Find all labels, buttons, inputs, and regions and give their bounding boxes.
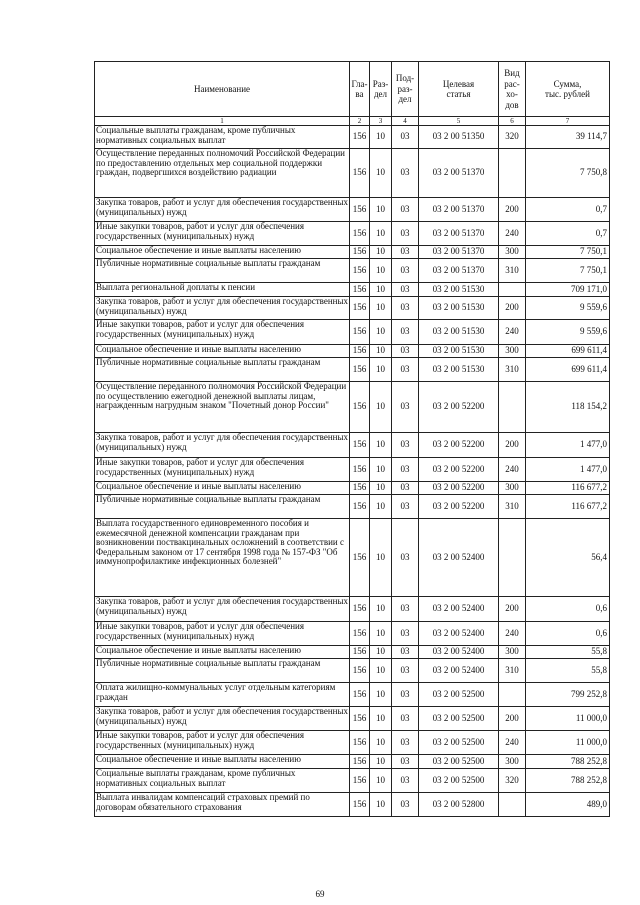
row-razdel: 10 <box>370 622 392 646</box>
row-glava: 156 <box>350 198 370 222</box>
row-razdel: 10 <box>370 246 392 259</box>
row-razdel: 10 <box>370 731 392 755</box>
table-row <box>95 297 610 320</box>
row-glava: 156 <box>350 482 370 495</box>
header-podrazdel: Под- раз- дел <box>392 62 419 117</box>
row-glava: 156 <box>350 731 370 755</box>
table-row <box>95 519 610 597</box>
row-statya: 03 2 00 51530 <box>419 345 499 358</box>
row-podrazdel: 03 <box>392 246 419 259</box>
row-sum: 56,4 <box>526 519 610 597</box>
row-sum: 55,8 <box>526 659 610 683</box>
row-vid: 200 <box>499 597 526 622</box>
row-podrazdel: 03 <box>392 769 419 793</box>
row-vid: 200 <box>499 297 526 320</box>
row-name: Социальное обеспечение и иные выплаты населению <box>95 246 350 259</box>
row-sum: 116 677,2 <box>526 495 610 519</box>
row-razdel: 10 <box>370 222 392 246</box>
row-podrazdel: 03 <box>392 793 419 817</box>
row-vid <box>499 793 526 817</box>
row-glava: 156 <box>350 246 370 259</box>
row-vid: 320 <box>499 126 526 149</box>
row-podrazdel: 03 <box>392 320 419 345</box>
row-sum: 799 252,8 <box>526 683 610 707</box>
row-podrazdel: 03 <box>392 755 419 769</box>
table-row <box>95 222 610 246</box>
table-row <box>95 793 610 817</box>
row-podrazdel: 03 <box>392 283 419 297</box>
row-sum: 7 750,1 <box>526 246 610 259</box>
row-vid: 320 <box>499 769 526 793</box>
col-number: 4 <box>392 117 419 126</box>
row-statya: 03 2 00 52200 <box>419 458 499 482</box>
row-sum: 0,7 <box>526 198 610 222</box>
table-row <box>95 597 610 622</box>
row-vid: 240 <box>499 320 526 345</box>
row-vid: 240 <box>499 731 526 755</box>
row-glava: 156 <box>350 259 370 283</box>
row-razdel: 10 <box>370 707 392 731</box>
row-podrazdel: 03 <box>392 683 419 707</box>
table-row <box>95 755 610 769</box>
row-statya: 03 2 00 52500 <box>419 683 499 707</box>
page-number: 69 <box>315 889 325 899</box>
row-razdel: 10 <box>370 683 392 707</box>
col-number: 2 <box>350 117 370 126</box>
row-glava: 156 <box>350 222 370 246</box>
header-sum: Сумма, тыс. рублей <box>526 62 610 117</box>
row-razdel: 10 <box>370 358 392 382</box>
row-vid: 300 <box>499 755 526 769</box>
row-sum: 11 000,0 <box>526 707 610 731</box>
table-row <box>95 283 610 297</box>
row-vid: 200 <box>499 198 526 222</box>
row-name: Социальное обеспечение и иные выплаты населению <box>95 345 350 358</box>
row-name: Социальное обеспечение и иные выплаты населению <box>95 482 350 495</box>
row-name: Публичные нормативные социальные выплаты гражданам <box>95 495 350 519</box>
row-statya: 03 2 00 51530 <box>419 320 499 345</box>
row-razdel: 10 <box>370 297 392 320</box>
row-glava: 156 <box>350 458 370 482</box>
row-podrazdel: 03 <box>392 731 419 755</box>
row-razdel: 10 <box>370 755 392 769</box>
row-sum: 709 171,0 <box>526 283 610 297</box>
row-razdel: 10 <box>370 495 392 519</box>
row-razdel: 10 <box>370 482 392 495</box>
row-statya: 03 2 00 52400 <box>419 519 499 597</box>
row-statya: 03 2 00 52400 <box>419 646 499 659</box>
table-row <box>95 345 610 358</box>
header-statya: Целевая статья <box>419 62 499 117</box>
row-name: Закупка товаров, работ и услуг для обеспечения государственных (муниципальных) нужд <box>95 707 350 731</box>
row-sum: 9 559,6 <box>526 320 610 345</box>
row-glava: 156 <box>350 433 370 458</box>
row-vid <box>499 283 526 297</box>
row-glava: 156 <box>350 297 370 320</box>
header-name: Наименование <box>95 62 350 117</box>
row-vid: 240 <box>499 222 526 246</box>
row-vid: 300 <box>499 246 526 259</box>
row-name: Публичные нормативные социальные выплаты гражданам <box>95 259 350 283</box>
row-statya: 03 2 00 51370 <box>419 222 499 246</box>
row-vid: 310 <box>499 495 526 519</box>
row-podrazdel: 03 <box>392 126 419 149</box>
row-statya: 03 2 00 52800 <box>419 793 499 817</box>
row-razdel: 10 <box>370 519 392 597</box>
row-name: Иные закупки товаров, работ и услуг для обеспечения государственных (муниципальных) нужд <box>95 222 350 246</box>
row-name: Социальное обеспечение и иные выплаты населению <box>95 755 350 769</box>
row-sum: 7 750,1 <box>526 259 610 283</box>
row-name: Закупка товаров, работ и услуг для обеспечения государственных (муниципальных) нужд <box>95 597 350 622</box>
row-glava: 156 <box>350 622 370 646</box>
row-glava: 156 <box>350 597 370 622</box>
table-body <box>95 126 610 817</box>
row-sum: 0,6 <box>526 622 610 646</box>
table-row <box>95 433 610 458</box>
row-glava: 156 <box>350 283 370 297</box>
row-sum: 788 252,8 <box>526 769 610 793</box>
row-sum: 0,6 <box>526 597 610 622</box>
row-sum: 39 114,7 <box>526 126 610 149</box>
row-podrazdel: 03 <box>392 458 419 482</box>
col-number: 6 <box>499 117 526 126</box>
table-row <box>95 769 610 793</box>
table-row <box>95 731 610 755</box>
table-row <box>95 198 610 222</box>
row-podrazdel: 03 <box>392 222 419 246</box>
row-glava: 156 <box>350 345 370 358</box>
row-sum: 116 677,2 <box>526 482 610 495</box>
row-statya: 03 2 00 52500 <box>419 769 499 793</box>
row-statya: 03 2 00 51530 <box>419 297 499 320</box>
row-statya: 03 2 00 52400 <box>419 597 499 622</box>
row-sum: 1 477,0 <box>526 433 610 458</box>
row-razdel: 10 <box>370 433 392 458</box>
header-razdel: Раз- дел <box>370 62 392 117</box>
row-name: Социальное обеспечение и иные выплаты населению <box>95 646 350 659</box>
row-statya: 03 2 00 52500 <box>419 731 499 755</box>
row-name: Выплата региональной доплаты к пенсии <box>95 283 350 297</box>
col-number: 7 <box>526 117 610 126</box>
row-name: Выплата государственного единовременного пособия и ежемесячной денежной компенсации гражданам при возникновении поствакцинальных осложнений в соответствии с Федеральным законом от 17 сентября 1998 года № 157-ФЗ "Об иммунопрофилактике инфекционных болезней" <box>95 519 350 597</box>
row-razdel: 10 <box>370 458 392 482</box>
row-glava: 156 <box>350 358 370 382</box>
row-razdel: 10 <box>370 769 392 793</box>
row-podrazdel: 03 <box>392 597 419 622</box>
row-name: Осуществление переданных полномочий Российской Федерации по предоставлению отдельных мер социальной поддержки граждан, подвергшихся воздействию радиации <box>95 149 350 198</box>
table-row <box>95 646 610 659</box>
table-row <box>95 149 610 198</box>
row-name: Оплата жилищно-коммунальных услуг отдельным категориям граждан <box>95 683 350 707</box>
row-glava: 156 <box>350 149 370 198</box>
row-name: Закупка товаров, работ и услуг для обеспечения государственных (муниципальных) нужд <box>95 433 350 458</box>
row-name: Иные закупки товаров, работ и услуг для обеспечения государственных (муниципальных) нужд <box>95 458 350 482</box>
row-statya: 03 2 00 51370 <box>419 198 499 222</box>
row-name: Закупка товаров, работ и услуг для обеспечения государственных (муниципальных) нужд <box>95 297 350 320</box>
row-razdel: 10 <box>370 382 392 433</box>
row-podrazdel: 03 <box>392 707 419 731</box>
row-statya: 03 2 00 52400 <box>419 622 499 646</box>
row-vid <box>499 683 526 707</box>
row-glava: 156 <box>350 683 370 707</box>
row-name: Социальные выплаты гражданам, кроме публичных нормативных социальных выплат <box>95 769 350 793</box>
row-vid: 240 <box>499 458 526 482</box>
row-razdel: 10 <box>370 345 392 358</box>
row-podrazdel: 03 <box>392 495 419 519</box>
col-number: 3 <box>370 117 392 126</box>
row-sum: 0,7 <box>526 222 610 246</box>
row-podrazdel: 03 <box>392 149 419 198</box>
row-vid: 300 <box>499 646 526 659</box>
table-row <box>95 358 610 382</box>
header-glava: Гла- ва <box>350 62 370 117</box>
row-podrazdel: 03 <box>392 659 419 683</box>
row-razdel: 10 <box>370 198 392 222</box>
row-statya: 03 2 00 51370 <box>419 259 499 283</box>
row-razdel: 10 <box>370 659 392 683</box>
row-razdel: 10 <box>370 320 392 345</box>
row-statya: 03 2 00 52200 <box>419 433 499 458</box>
row-podrazdel: 03 <box>392 646 419 659</box>
row-podrazdel: 03 <box>392 297 419 320</box>
row-podrazdel: 03 <box>392 358 419 382</box>
header-row <box>95 62 610 117</box>
row-podrazdel: 03 <box>392 345 419 358</box>
row-razdel: 10 <box>370 646 392 659</box>
row-sum: 788 252,8 <box>526 755 610 769</box>
row-sum: 55,8 <box>526 646 610 659</box>
row-glava: 156 <box>350 755 370 769</box>
row-name: Осуществление переданного полномочия Российской Федерации по осуществлению ежегодной денежной выплаты лицам, награжденным нагрудным знаком "Почетный донор России" <box>95 382 350 433</box>
row-glava: 156 <box>350 382 370 433</box>
row-razdel: 10 <box>370 149 392 198</box>
row-name: Иные закупки товаров, работ и услуг для обеспечения государственных (муниципальных) нужд <box>95 622 350 646</box>
row-razdel: 10 <box>370 597 392 622</box>
row-sum: 7 750,8 <box>526 149 610 198</box>
row-statya: 03 2 00 51370 <box>419 149 499 198</box>
row-name: Иные закупки товаров, работ и услуг для обеспечения государственных (муниципальных) нужд <box>95 320 350 345</box>
table-row <box>95 495 610 519</box>
row-statya: 03 2 00 51530 <box>419 283 499 297</box>
table-row <box>95 482 610 495</box>
table-row <box>95 707 610 731</box>
row-glava: 156 <box>350 495 370 519</box>
table-row <box>95 126 610 149</box>
column-number-row <box>95 117 610 126</box>
row-podrazdel: 03 <box>392 519 419 597</box>
header-vid: Вид рас- хо- дов <box>499 62 526 117</box>
row-name: Публичные нормативные социальные выплаты гражданам <box>95 358 350 382</box>
row-podrazdel: 03 <box>392 198 419 222</box>
row-podrazdel: 03 <box>392 259 419 283</box>
row-razdel: 10 <box>370 126 392 149</box>
row-vid: 200 <box>499 707 526 731</box>
row-vid: 310 <box>499 259 526 283</box>
table-row <box>95 622 610 646</box>
table-row <box>95 458 610 482</box>
row-name: Выплата инвалидам компенсаций страховых премий по договорам обязательного страхования <box>95 793 350 817</box>
row-statya: 03 2 00 52500 <box>419 755 499 769</box>
row-statya: 03 2 00 52200 <box>419 495 499 519</box>
row-glava: 156 <box>350 646 370 659</box>
row-podrazdel: 03 <box>392 382 419 433</box>
col-number: 1 <box>95 117 350 126</box>
row-statya: 03 2 00 51530 <box>419 358 499 382</box>
row-sum: 9 559,6 <box>526 297 610 320</box>
row-razdel: 10 <box>370 283 392 297</box>
row-glava: 156 <box>350 519 370 597</box>
table-row <box>95 320 610 345</box>
row-name: Публичные нормативные социальные выплаты гражданам <box>95 659 350 683</box>
row-glava: 156 <box>350 320 370 345</box>
row-sum: 118 154,2 <box>526 382 610 433</box>
row-glava: 156 <box>350 769 370 793</box>
row-vid: 300 <box>499 482 526 495</box>
row-glava: 156 <box>350 126 370 149</box>
row-sum: 489,0 <box>526 793 610 817</box>
row-vid <box>499 519 526 597</box>
table-row <box>95 382 610 433</box>
table-row <box>95 659 610 683</box>
row-statya: 03 2 00 51370 <box>419 246 499 259</box>
row-name: Социальные выплаты гражданам, кроме публичных нормативных социальных выплат <box>95 126 350 149</box>
row-vid: 240 <box>499 622 526 646</box>
row-sum: 1 477,0 <box>526 458 610 482</box>
row-sum: 699 611,4 <box>526 345 610 358</box>
row-statya: 03 2 00 52500 <box>419 707 499 731</box>
table-row <box>95 246 610 259</box>
row-razdel: 10 <box>370 259 392 283</box>
row-name: Иные закупки товаров, работ и услуг для обеспечения государственных (муниципальных) нужд <box>95 731 350 755</box>
row-glava: 156 <box>350 707 370 731</box>
row-sum: 699 611,4 <box>526 358 610 382</box>
row-vid: 300 <box>499 345 526 358</box>
row-glava: 156 <box>350 793 370 817</box>
row-vid <box>499 149 526 198</box>
row-statya: 03 2 00 51350 <box>419 126 499 149</box>
row-statya: 03 2 00 52200 <box>419 382 499 433</box>
row-sum: 11 000,0 <box>526 731 610 755</box>
budget-table <box>94 61 610 817</box>
row-glava: 156 <box>350 659 370 683</box>
row-vid <box>499 382 526 433</box>
row-vid: 310 <box>499 358 526 382</box>
table-row <box>95 683 610 707</box>
col-number: 5 <box>419 117 499 126</box>
row-statya: 03 2 00 52400 <box>419 659 499 683</box>
row-razdel: 10 <box>370 793 392 817</box>
row-name: Закупка товаров, работ и услуг для обеспечения государственных (муниципальных) нужд <box>95 198 350 222</box>
row-vid: 200 <box>499 433 526 458</box>
table-row <box>95 259 610 283</box>
row-podrazdel: 03 <box>392 433 419 458</box>
row-vid: 310 <box>499 659 526 683</box>
row-statya: 03 2 00 52200 <box>419 482 499 495</box>
row-podrazdel: 03 <box>392 622 419 646</box>
row-podrazdel: 03 <box>392 482 419 495</box>
